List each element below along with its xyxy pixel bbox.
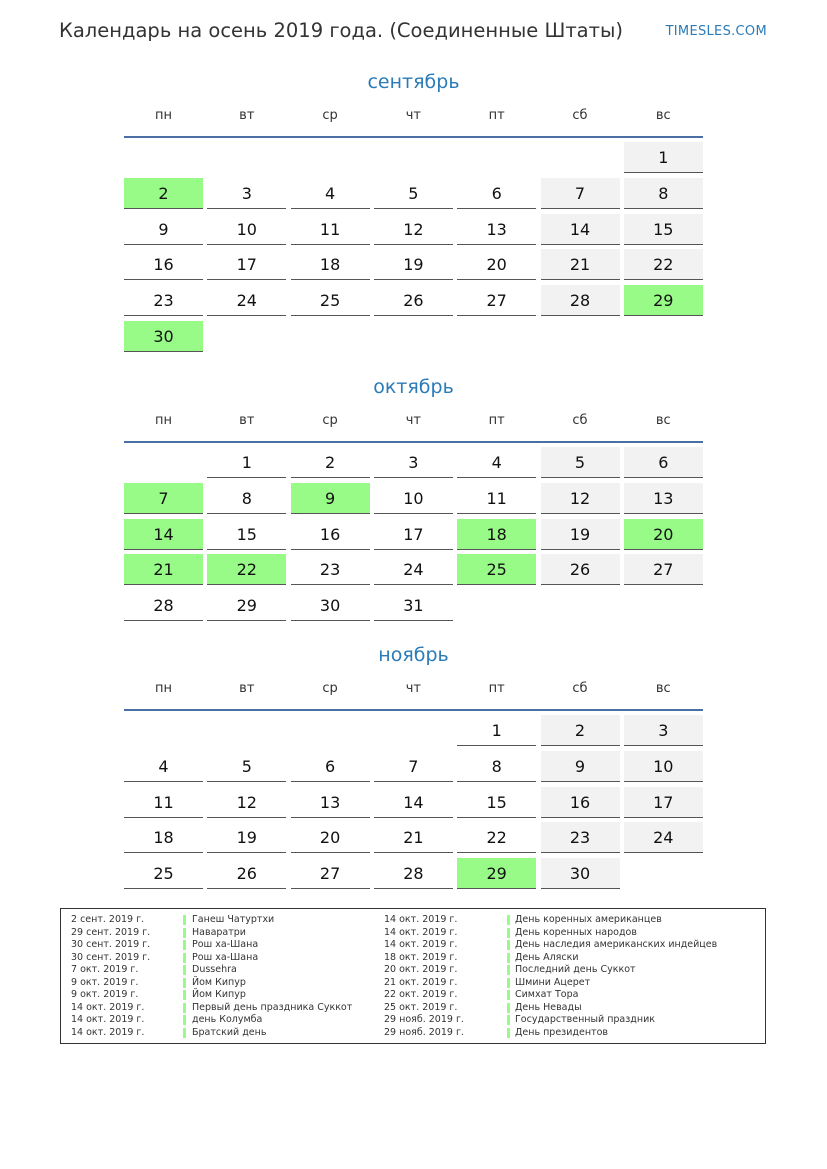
day-cell: 8 [207, 483, 286, 514]
day-cell: 19 [374, 249, 453, 280]
day-cell-holiday: 21 [124, 554, 203, 585]
holiday-name: Dussehra [192, 964, 237, 975]
holiday-date: 14 окт. 2019 г. [71, 1001, 145, 1013]
holiday-marker [507, 990, 510, 1000]
day-cell: 12 [541, 483, 620, 514]
day-cell: 22 [624, 249, 703, 280]
day-cell: 21 [374, 822, 453, 853]
day-cell: 1 [624, 142, 703, 173]
holiday-date: 9 окт. 2019 г. [71, 989, 139, 1000]
day-cell: 24 [624, 822, 703, 853]
holiday-name: Наваратри [192, 926, 246, 938]
day-cell: 30 [291, 590, 370, 621]
day-cell: 24 [207, 285, 286, 316]
holiday-name: День президентов [515, 1026, 608, 1038]
day-cell: 7 [374, 751, 453, 782]
day-cell: 23 [124, 285, 203, 316]
day-cell-holiday: 29 [457, 858, 536, 889]
holiday-legend [60, 908, 766, 1044]
holiday-date: 21 окт. 2019 г. [384, 976, 458, 988]
holiday-marker [507, 1028, 510, 1038]
holiday-marker [183, 953, 186, 963]
day-cell: 10 [207, 214, 286, 245]
month-block [124, 375, 703, 616]
holiday-name: День Аляски [515, 951, 579, 963]
holiday-marker [507, 1003, 510, 1013]
holiday-date: 18 окт. 2019 г. [384, 951, 458, 963]
day-cell: 11 [124, 787, 203, 818]
day-cell: 3 [624, 715, 703, 746]
day-cell: 12 [374, 214, 453, 245]
holiday-name: Последний день Суккот [515, 964, 636, 975]
day-cell: 10 [624, 751, 703, 782]
day-cell: 13 [291, 787, 370, 818]
weekday-label: вт [239, 681, 255, 696]
day-cell-holiday: 14 [124, 519, 203, 550]
day-cell: 1 [207, 447, 286, 478]
holiday-date: 7 окт. 2019 г. [71, 964, 139, 975]
day-cell: 4 [291, 178, 370, 209]
day-cell: 15 [207, 519, 286, 550]
weekday-header [124, 679, 703, 711]
day-cell: 25 [291, 285, 370, 316]
day-cell: 27 [457, 285, 536, 316]
weekday-header [124, 106, 703, 138]
day-cell: 24 [374, 554, 453, 585]
day-cell: 10 [374, 483, 453, 514]
weekday-label: вс [655, 108, 671, 123]
day-cell: 17 [207, 249, 286, 280]
day-cell: 27 [291, 858, 370, 889]
holiday-name: День наследия американских индейцев [515, 939, 718, 950]
day-cell: 12 [207, 787, 286, 818]
holiday-name: Симхат Тора [515, 989, 579, 1000]
holiday-marker [507, 928, 510, 938]
day-cell: 15 [457, 787, 536, 818]
holiday-date: 30 сент. 2019 г. [71, 939, 151, 950]
holiday-date: 14 окт. 2019 г. [384, 914, 458, 925]
weekday-label: пн [155, 681, 172, 696]
brand-link[interactable]: TIMESLES.COM [665, 24, 767, 39]
month-block [124, 643, 703, 884]
weekday-label: ср [322, 681, 338, 696]
weekday-label: чт [405, 413, 422, 428]
day-cell: 29 [207, 590, 286, 621]
day-cell: 14 [374, 787, 453, 818]
day-cell: 20 [457, 249, 536, 280]
day-cell: 13 [624, 483, 703, 514]
holiday-marker [183, 928, 186, 938]
day-cell: 23 [291, 554, 370, 585]
day-cell: 30 [541, 858, 620, 889]
day-cell: 16 [541, 787, 620, 818]
day-cell: 9 [124, 214, 203, 245]
holiday-name: Шмини Ацерет [515, 976, 591, 988]
weekday-label: ср [322, 413, 338, 428]
holiday-date: 2 сент. 2019 г. [71, 914, 145, 925]
weekday-label: вс [655, 413, 671, 428]
day-cell: 5 [374, 178, 453, 209]
day-cell: 28 [541, 285, 620, 316]
day-cell: 1 [457, 715, 536, 746]
holiday-marker [507, 940, 510, 950]
day-cell: 18 [124, 822, 203, 853]
holiday-date: 25 окт. 2019 г. [384, 1001, 458, 1013]
weekday-label: сб [572, 413, 588, 428]
holiday-name: День Невады [515, 1001, 582, 1013]
day-cell: 9 [541, 751, 620, 782]
day-cell: 19 [207, 822, 286, 853]
day-cell: 5 [541, 447, 620, 478]
day-cell: 26 [207, 858, 286, 889]
holiday-date: 14 окт. 2019 г. [71, 1014, 145, 1025]
holiday-date: 14 окт. 2019 г. [71, 1026, 145, 1038]
holiday-marker [183, 1003, 186, 1013]
holiday-marker [507, 915, 510, 925]
month-name: ноябрь [378, 644, 449, 666]
day-cell: 3 [207, 178, 286, 209]
holiday-marker [183, 1015, 186, 1025]
weekday-label: чт [405, 108, 422, 123]
day-cell: 6 [457, 178, 536, 209]
day-cell: 28 [374, 858, 453, 889]
day-cell: 18 [291, 249, 370, 280]
weekday-label: пн [155, 413, 172, 428]
holiday-date: 30 сент. 2019 г. [71, 951, 151, 963]
day-cell: 17 [624, 787, 703, 818]
day-cell: 27 [624, 554, 703, 585]
day-cell: 23 [541, 822, 620, 853]
weekday-label: сб [572, 108, 588, 123]
holiday-name: Йом Кипур [192, 989, 246, 1000]
holiday-marker [183, 990, 186, 1000]
holiday-name: День коренных народов [515, 926, 637, 938]
holiday-marker [507, 1015, 510, 1025]
holiday-marker [183, 1028, 186, 1038]
day-cell: 31 [374, 590, 453, 621]
weekday-label: ср [322, 108, 338, 123]
holiday-marker [507, 953, 510, 963]
day-cell: 5 [207, 751, 286, 782]
day-cell: 16 [291, 519, 370, 550]
holiday-name: Братский день [192, 1026, 267, 1038]
holiday-date: 9 окт. 2019 г. [71, 976, 139, 988]
holiday-name: день Колумба [192, 1014, 263, 1025]
day-cell: 15 [624, 214, 703, 245]
day-cell-holiday: 29 [624, 285, 703, 316]
day-cell: 8 [624, 178, 703, 209]
holiday-marker [507, 978, 510, 988]
holiday-date: 29 нояб. 2019 г. [384, 1014, 464, 1025]
holiday-date: 14 окт. 2019 г. [384, 939, 458, 950]
holiday-marker [183, 915, 186, 925]
day-cell: 28 [124, 590, 203, 621]
holiday-name: Рош ха-Шана [192, 939, 259, 950]
day-cell: 17 [374, 519, 453, 550]
day-cell: 20 [291, 822, 370, 853]
holiday-marker [183, 978, 186, 988]
day-cell: 16 [124, 249, 203, 280]
weekday-label: пт [488, 681, 505, 696]
holiday-name: День коренных американцев [515, 914, 662, 925]
holiday-name: Первый день праздника Суккот [192, 1001, 353, 1013]
holiday-date: 29 нояб. 2019 г. [384, 1026, 464, 1038]
day-cell-holiday: 9 [291, 483, 370, 514]
weekday-label: вт [239, 108, 255, 123]
day-cell: 26 [374, 285, 453, 316]
day-cell: 19 [541, 519, 620, 550]
day-cell: 21 [541, 249, 620, 280]
weekday-label: пн [155, 108, 172, 123]
day-cell: 2 [291, 447, 370, 478]
holiday-marker [183, 940, 186, 950]
holiday-name: Государственный праздник [515, 1014, 655, 1025]
day-cell: 11 [457, 483, 536, 514]
day-cell: 6 [291, 751, 370, 782]
day-cell: 26 [541, 554, 620, 585]
day-cell: 22 [457, 822, 536, 853]
holiday-date: 22 окт. 2019 г. [384, 989, 458, 1000]
day-cell: 2 [541, 715, 620, 746]
day-cell-holiday: 2 [124, 178, 203, 209]
holiday-date: 29 сент. 2019 г. [71, 926, 151, 938]
weekday-label: пт [488, 108, 505, 123]
day-cell: 11 [291, 214, 370, 245]
weekday-label: вт [239, 413, 255, 428]
day-cell-holiday: 7 [124, 483, 203, 514]
page-title: Календарь на осень 2019 года. (Соединенные Штаты) [59, 19, 623, 42]
weekday-label: пт [488, 413, 505, 428]
month-name: сентябрь [367, 71, 460, 93]
weekday-label: сб [572, 681, 588, 696]
day-cell: 4 [457, 447, 536, 478]
weekday-label: чт [405, 681, 422, 696]
day-cell: 25 [124, 858, 203, 889]
weekday-header [124, 411, 703, 443]
month-block [124, 70, 703, 346]
day-cell: 7 [541, 178, 620, 209]
day-cell: 6 [624, 447, 703, 478]
day-cell: 14 [541, 214, 620, 245]
day-cell-holiday: 30 [124, 321, 203, 352]
day-cell-holiday: 20 [624, 519, 703, 550]
holiday-date: 14 окт. 2019 г. [384, 926, 458, 938]
day-cell: 13 [457, 214, 536, 245]
day-cell-holiday: 25 [457, 554, 536, 585]
day-cell-holiday: 18 [457, 519, 536, 550]
holiday-name: Йом Кипур [192, 976, 246, 988]
holiday-name: Рош ха-Шана [192, 951, 259, 963]
day-cell: 3 [374, 447, 453, 478]
day-cell-holiday: 22 [207, 554, 286, 585]
day-cell: 4 [124, 751, 203, 782]
month-name: октябрь [373, 376, 454, 398]
holiday-date: 20 окт. 2019 г. [384, 964, 458, 975]
holiday-marker [183, 965, 186, 975]
weekday-label: вс [655, 681, 671, 696]
day-cell: 8 [457, 751, 536, 782]
holiday-name: Ганеш Чатуртхи [192, 914, 275, 925]
holiday-marker [507, 965, 510, 975]
